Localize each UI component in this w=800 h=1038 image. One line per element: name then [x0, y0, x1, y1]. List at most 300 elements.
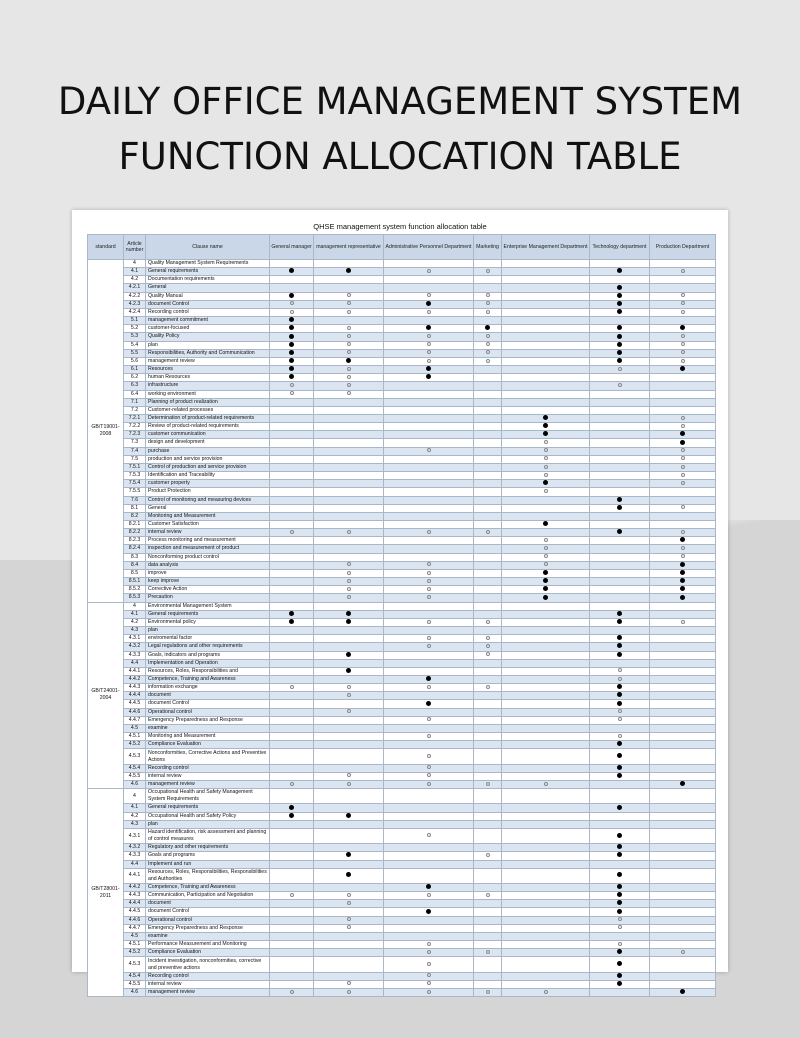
article-number-cell: 4.2 — [124, 812, 146, 820]
related-circle-icon — [486, 342, 490, 346]
table-row — [88, 610, 716, 618]
allocation-cell — [650, 667, 716, 675]
allocation-cell — [314, 941, 384, 949]
allocation-cell — [474, 772, 502, 780]
allocation-cell — [270, 924, 314, 932]
responsible-dot-icon — [346, 358, 351, 363]
allocation-cell — [270, 675, 314, 683]
allocation-cell — [474, 374, 502, 382]
allocation-cell — [502, 724, 590, 732]
table-row — [88, 828, 716, 843]
allocation-cell — [384, 398, 474, 406]
allocation-cell — [314, 504, 384, 512]
table-row — [88, 868, 716, 883]
responsible-dot-icon — [426, 701, 431, 706]
allocation-cell — [474, 932, 502, 940]
allocation-cell — [314, 916, 384, 924]
clause-name-cell: Recording control — [146, 972, 270, 980]
responsible-dot-icon — [680, 325, 685, 330]
allocation-cell — [314, 860, 384, 868]
allocation-cell — [384, 941, 474, 949]
allocation-cell — [270, 431, 314, 439]
allocation-cell — [474, 578, 502, 586]
clause-name-cell: Compliance Evaluation — [146, 741, 270, 749]
article-number-cell: 4.5.5 — [124, 772, 146, 780]
related-circle-icon — [544, 448, 548, 452]
responsible-dot-icon — [617, 844, 622, 849]
article-number-cell: 4.1 — [124, 268, 146, 276]
clause-name-cell: Nonconformities, Corrective Actions and Preventive Actions — [146, 749, 270, 764]
allocation-cell — [474, 284, 502, 292]
clause-name-cell: Responsibilities, Authority and Communication — [146, 349, 270, 357]
allocation-cell — [502, 789, 590, 804]
article-number-cell: 6.4 — [124, 390, 146, 398]
allocation-cell — [384, 635, 474, 643]
clause-name-cell: Control of production and service provision — [146, 463, 270, 471]
responsible-dot-icon — [426, 374, 431, 379]
allocation-cell — [270, 480, 314, 488]
col-header: standard — [88, 235, 124, 260]
clause-name-cell: internal review — [146, 772, 270, 780]
responsible-dot-icon — [289, 813, 294, 818]
allocation-cell — [384, 578, 474, 586]
table-row — [88, 932, 716, 940]
clause-name-cell: Determination of product-related requirements — [146, 414, 270, 422]
allocation-cell — [314, 852, 384, 860]
allocation-cell — [650, 949, 716, 957]
allocation-cell — [590, 390, 650, 398]
allocation-cell — [590, 708, 650, 716]
allocation-cell — [270, 276, 314, 284]
table-row — [88, 708, 716, 716]
clause-name-cell: Operational control — [146, 916, 270, 924]
allocation-cell — [314, 716, 384, 724]
allocation-cell — [502, 504, 590, 512]
allocation-cell — [650, 586, 716, 594]
related-circle-icon — [681, 310, 685, 314]
allocation-cell — [384, 300, 474, 308]
responsible-dot-icon — [617, 635, 622, 640]
clause-name-cell: Incident investigation, nonconformities, corrective and preventive actions — [146, 957, 270, 972]
responsible-dot-icon — [617, 301, 622, 306]
allocation-cell — [474, 423, 502, 431]
allocation-cell — [270, 602, 314, 610]
allocation-cell — [270, 916, 314, 924]
allocation-cell — [270, 268, 314, 276]
related-circle-icon — [290, 893, 294, 897]
allocation-cell — [384, 414, 474, 422]
allocation-cell — [590, 780, 650, 788]
allocation-cell — [270, 398, 314, 406]
allocation-cell — [384, 472, 474, 480]
allocation-cell — [650, 972, 716, 980]
allocation-cell — [314, 529, 384, 537]
allocation-cell — [590, 586, 650, 594]
article-number-cell: 4.4.6 — [124, 916, 146, 924]
table-row — [88, 333, 716, 341]
allocation-cell — [384, 447, 474, 455]
allocation-cell — [650, 733, 716, 741]
related-circle-icon — [427, 734, 431, 738]
allocation-cell — [270, 618, 314, 626]
allocation-cell — [502, 820, 590, 828]
responsible-dot-icon — [680, 537, 685, 542]
clause-name-cell: Operational control — [146, 708, 270, 716]
article-number-cell: 4.5.1 — [124, 733, 146, 741]
responsible-dot-icon — [289, 611, 294, 616]
allocation-cell — [650, 602, 716, 610]
allocation-cell — [650, 578, 716, 586]
responsible-dot-icon — [289, 268, 294, 273]
article-number-cell: 7.2 — [124, 406, 146, 414]
allocation-cell — [314, 374, 384, 382]
allocation-cell — [270, 284, 314, 292]
allocation-cell — [270, 357, 314, 365]
table-row — [88, 260, 716, 268]
allocation-cell — [384, 390, 474, 398]
allocation-cell — [384, 431, 474, 439]
allocation-cell — [384, 594, 474, 602]
allocation-cell — [650, 472, 716, 480]
allocation-cell — [590, 635, 650, 643]
article-number-cell: 7.5.5 — [124, 488, 146, 496]
related-circle-icon — [544, 440, 548, 444]
allocation-cell — [384, 749, 474, 764]
allocation-cell — [314, 480, 384, 488]
allocation-cell — [474, 602, 502, 610]
allocation-cell — [650, 692, 716, 700]
allocation-cell — [502, 349, 590, 357]
allocation-cell — [502, 924, 590, 932]
allocation-cell — [314, 659, 384, 667]
table-row — [88, 488, 716, 496]
allocation-cell — [474, 472, 502, 480]
allocation-cell — [314, 545, 384, 553]
article-number-cell: 8.2.1 — [124, 521, 146, 529]
table-row — [88, 521, 716, 529]
allocation-cell — [384, 667, 474, 675]
related-circle-icon — [544, 473, 548, 477]
allocation-cell — [384, 545, 474, 553]
related-circle-icon — [347, 301, 351, 305]
allocation-cell — [590, 366, 650, 374]
allocation-cell — [650, 883, 716, 891]
allocation-cell — [502, 635, 590, 643]
allocation-cell — [590, 472, 650, 480]
allocation-cell — [314, 812, 384, 820]
allocation-cell — [270, 724, 314, 732]
article-number-cell: 4.4 — [124, 860, 146, 868]
related-circle-icon — [290, 990, 294, 994]
clause-name-cell: Customer Satisfaction — [146, 521, 270, 529]
allocation-cell — [270, 472, 314, 480]
responsible-dot-icon — [617, 741, 622, 746]
article-number-cell: 4.1 — [124, 804, 146, 812]
allocation-cell — [384, 852, 474, 860]
allocation-cell — [270, 852, 314, 860]
related-circle-icon — [427, 685, 431, 689]
allocation-cell — [314, 414, 384, 422]
allocation-cell — [314, 957, 384, 972]
responsible-dot-icon — [543, 595, 548, 600]
allocation-cell — [270, 496, 314, 504]
allocation-cell — [590, 844, 650, 852]
allocation-cell — [314, 949, 384, 957]
related-circle-icon — [347, 709, 351, 713]
related-circle-icon — [290, 310, 294, 314]
allocation-cell — [650, 496, 716, 504]
allocation-cell — [650, 398, 716, 406]
allocation-cell — [314, 610, 384, 618]
article-number-cell: 4.3 — [124, 820, 146, 828]
allocation-cell — [650, 308, 716, 316]
table-row — [88, 276, 716, 284]
allocation-cell — [384, 423, 474, 431]
table-row — [88, 643, 716, 651]
allocation-cell — [650, 480, 716, 488]
allocation-cell — [314, 708, 384, 716]
related-circle-icon — [486, 893, 490, 897]
allocation-cell — [270, 659, 314, 667]
allocation-cell — [502, 659, 590, 667]
responsible-dot-icon — [680, 562, 685, 567]
related-circle-icon — [347, 990, 351, 994]
article-number-cell: 4.2 — [124, 276, 146, 284]
allocation-cell — [502, 860, 590, 868]
allocation-cell — [270, 569, 314, 577]
allocation-cell — [474, 892, 502, 900]
related-circle-icon — [347, 685, 351, 689]
responsible-dot-icon — [289, 334, 294, 339]
col-header: Enterprise Management Department — [502, 235, 590, 260]
allocation-cell — [384, 924, 474, 932]
clause-name-cell: General requirements — [146, 804, 270, 812]
allocation-cell — [590, 684, 650, 692]
allocation-cell — [502, 260, 590, 268]
responsible-dot-icon — [617, 892, 622, 897]
allocation-cell — [590, 892, 650, 900]
allocation-cell — [270, 900, 314, 908]
responsible-dot-icon — [617, 753, 622, 758]
allocation-cell — [314, 537, 384, 545]
clause-name-cell: Goals, indicators and programs — [146, 651, 270, 659]
article-number-cell: 4.5.3 — [124, 957, 146, 972]
allocation-cell — [502, 908, 590, 916]
allocation-cell — [502, 292, 590, 300]
allocation-cell — [590, 488, 650, 496]
related-circle-icon — [618, 677, 622, 681]
allocation-cell — [502, 972, 590, 980]
allocation-cell — [384, 382, 474, 390]
table-row — [88, 675, 716, 683]
col-header: Marketing — [474, 235, 502, 260]
allocation-cell — [502, 643, 590, 651]
allocation-cell — [270, 988, 314, 996]
responsible-dot-icon — [617, 884, 622, 889]
allocation-cell — [474, 561, 502, 569]
related-circle-icon — [681, 465, 685, 469]
article-number-cell: 4.3.1 — [124, 828, 146, 843]
allocation-cell — [650, 780, 716, 788]
allocation-cell — [590, 852, 650, 860]
allocation-cell — [502, 741, 590, 749]
article-number-cell: 7.5 — [124, 455, 146, 463]
sheet-title: QHSE management system function allocation table — [313, 222, 487, 231]
allocation-cell — [650, 325, 716, 333]
related-circle-icon — [427, 962, 431, 966]
allocation-cell — [590, 512, 650, 520]
allocation-cell — [502, 675, 590, 683]
allocation-cell — [590, 537, 650, 545]
allocation-cell — [384, 643, 474, 651]
allocation-cell — [590, 980, 650, 988]
article-number-cell: 4.3.2 — [124, 643, 146, 651]
allocation-cell — [590, 692, 650, 700]
clause-name-cell: Resources — [146, 366, 270, 374]
col-header: General manager — [270, 235, 314, 260]
article-number-cell: 7.3 — [124, 439, 146, 447]
allocation-cell — [384, 317, 474, 325]
article-number-cell: 4.4.2 — [124, 675, 146, 683]
allocation-cell — [314, 780, 384, 788]
allocation-cell — [650, 908, 716, 916]
clause-name-cell: internal review — [146, 529, 270, 537]
allocation-cell — [384, 684, 474, 692]
heading-line-2: FUNCTION ALLOCATION TABLE — [118, 135, 682, 178]
related-circle-icon — [347, 375, 351, 379]
allocation-cell — [384, 325, 474, 333]
allocation-cell — [650, 941, 716, 949]
article-number-cell: 4 — [124, 260, 146, 268]
article-number-cell: 5.4 — [124, 341, 146, 349]
table-row — [88, 300, 716, 308]
allocation-cell — [270, 804, 314, 812]
related-circle-icon — [427, 620, 431, 624]
clause-name-cell: examine — [146, 932, 270, 940]
allocation-cell — [314, 521, 384, 529]
allocation-cell — [270, 949, 314, 957]
allocation-cell — [502, 521, 590, 529]
allocation-cell — [270, 908, 314, 916]
allocation-cell — [384, 627, 474, 635]
clause-name-cell: enviromental factor — [146, 635, 270, 643]
table-row — [88, 447, 716, 455]
allocation-cell — [314, 651, 384, 659]
allocation-cell — [502, 276, 590, 284]
clause-name-cell: management review — [146, 780, 270, 788]
allocation-cell — [314, 892, 384, 900]
allocation-cell — [314, 618, 384, 626]
allocation-cell — [502, 804, 590, 812]
responsible-dot-icon — [617, 949, 622, 954]
allocation-cell — [650, 406, 716, 414]
table-row — [88, 684, 716, 692]
allocation-cell — [270, 521, 314, 529]
allocation-cell — [502, 916, 590, 924]
allocation-cell — [474, 883, 502, 891]
allocation-cell — [384, 868, 474, 883]
article-number-cell: 4.5 — [124, 724, 146, 732]
allocation-cell — [590, 651, 650, 659]
article-number-cell: 4.5.4 — [124, 764, 146, 772]
related-circle-icon — [427, 950, 431, 954]
allocation-cell — [384, 789, 474, 804]
allocation-cell — [502, 529, 590, 537]
related-circle-icon — [486, 310, 490, 314]
allocation-cell — [384, 553, 474, 561]
related-circle-icon — [618, 709, 622, 713]
allocation-cell — [590, 268, 650, 276]
table-row — [88, 602, 716, 610]
allocation-cell — [384, 349, 474, 357]
related-circle-icon — [681, 456, 685, 460]
related-circle-icon — [486, 530, 490, 534]
allocation-cell — [474, 916, 502, 924]
responsible-dot-icon — [289, 374, 294, 379]
allocation-cell — [270, 374, 314, 382]
table-row — [88, 357, 716, 365]
allocation-cell — [590, 308, 650, 316]
article-number-cell: 4.2.1 — [124, 284, 146, 292]
table-row — [88, 892, 716, 900]
allocation-cell — [650, 618, 716, 626]
related-circle-icon — [427, 833, 431, 837]
allocation-cell — [502, 308, 590, 316]
allocation-cell — [590, 260, 650, 268]
allocation-cell — [384, 716, 474, 724]
related-circle-icon — [618, 734, 622, 738]
allocation-cell — [590, 716, 650, 724]
article-number-cell: 4.3.3 — [124, 651, 146, 659]
table-row — [88, 883, 716, 891]
table-row — [88, 463, 716, 471]
clause-name-cell: Emergency Preparedness and Response — [146, 924, 270, 932]
allocation-cell — [650, 341, 716, 349]
allocation-cell — [650, 610, 716, 618]
allocation-cell — [474, 308, 502, 316]
related-circle-icon — [427, 334, 431, 338]
clause-name-cell: management review — [146, 357, 270, 365]
table-row — [88, 325, 716, 333]
responsible-dot-icon — [617, 961, 622, 966]
article-number-cell: 8.2.4 — [124, 545, 146, 553]
allocation-cell — [314, 268, 384, 276]
article-number-cell: 4.3.1 — [124, 635, 146, 643]
responsible-dot-icon — [617, 652, 622, 657]
table-row — [88, 764, 716, 772]
clause-name-cell: General — [146, 284, 270, 292]
allocation-cell — [314, 398, 384, 406]
allocation-cell — [590, 804, 650, 812]
allocation-cell — [650, 764, 716, 772]
clause-name-cell: Occupational Health and Safety Management System Requirements — [146, 789, 270, 804]
allocation-cell — [384, 374, 474, 382]
allocation-cell — [502, 892, 590, 900]
allocation-cell — [384, 908, 474, 916]
related-circle-icon — [681, 620, 685, 624]
allocation-cell — [590, 521, 650, 529]
clause-name-cell: Monitoring and Measurement — [146, 733, 270, 741]
article-number-cell: 4 — [124, 789, 146, 804]
allocation-cell — [270, 439, 314, 447]
allocation-cell — [314, 700, 384, 708]
related-circle-icon — [347, 571, 351, 575]
clause-name-cell: General requirements — [146, 610, 270, 618]
responsible-dot-icon — [680, 366, 685, 371]
related-circle-icon — [427, 973, 431, 977]
allocation-cell — [590, 529, 650, 537]
clause-name-cell: Monitoring and Measurement — [146, 512, 270, 520]
